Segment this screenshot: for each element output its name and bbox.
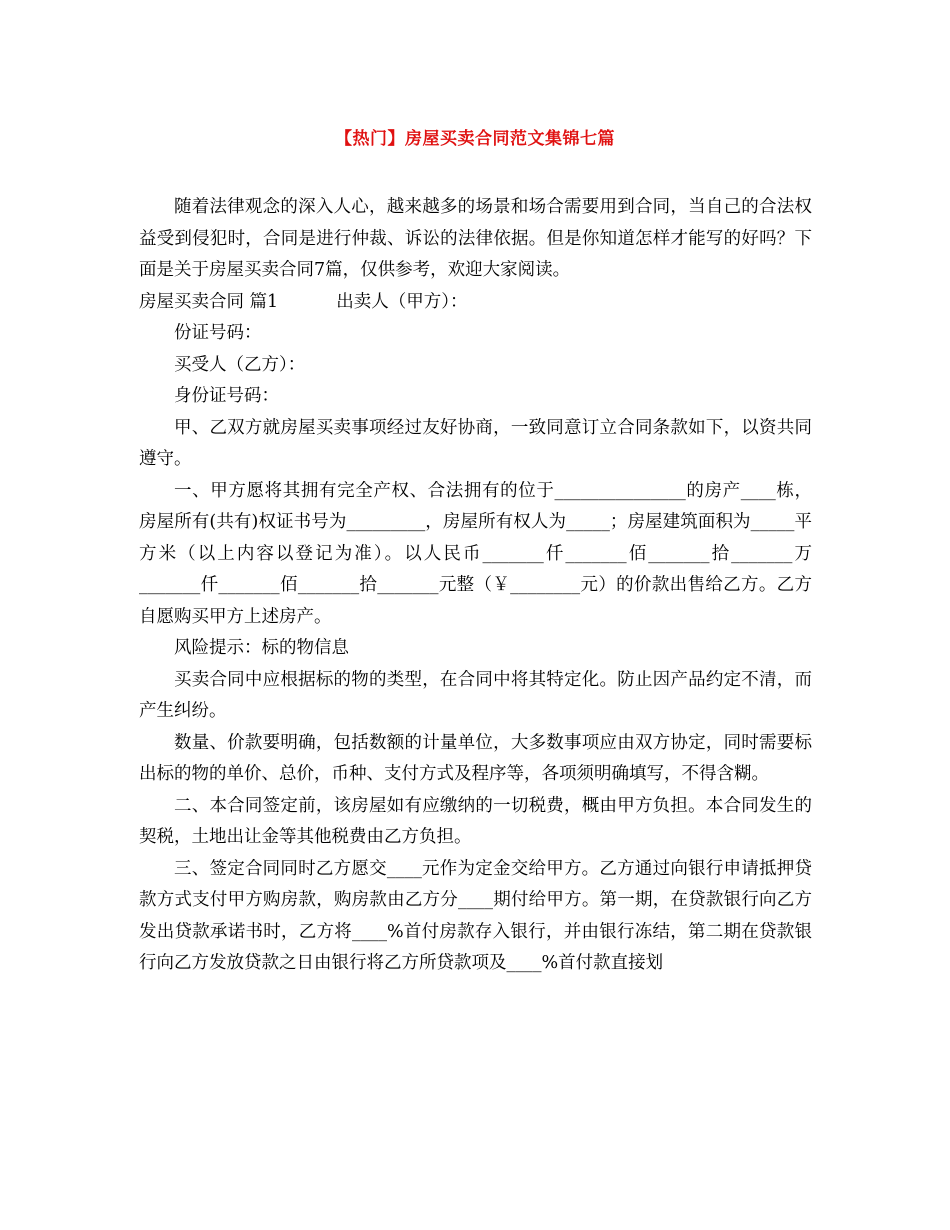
buyer-line: 买受人（乙方）： <box>174 354 306 375</box>
document-title: 【热门】房屋买卖合同范文集锦七篇 <box>335 129 615 149</box>
clause-1-paragraph: 一、甲方愿将其拥有完全产权、合法拥有的位于_______________的房产____栋，房屋所有(共有)权证书号为_________，房屋所有权人为_____；房屋建筑面积为_____平方米（以上内容以登记为准）。以人民币_______仟_______佰_______拾_______万_______仟_______佰_______拾_______元整（￥________元）的价款出售给乙方。乙方自愿购买甲方上述房产。 <box>139 480 812 627</box>
risk-notice-paragraph-2: 数量、价款要明确，包括数额的计量单位，大多数事项应由双方协定，同时需要标出标的物的单价、总价，币种、支付方式及程序等，各项须明确填写，不得含糊。 <box>139 732 812 784</box>
section-heading: 房屋买卖合同 篇1 <box>139 291 279 312</box>
buyer-id-line: 身份证号码： <box>174 386 279 406</box>
agreement-paragraph: 甲、乙双方就房屋买卖事项经过友好协商，一致同意订立合同条款如下，以资共同遵守。 <box>139 417 812 469</box>
clause-2-paragraph: 二、本合同签定前，该房屋如有应缴纳的一切税费，概由甲方负担。本合同发生的契税，土地出让金等其他税费由乙方负担。 <box>139 795 812 847</box>
clause-3-paragraph: 三、签定合同同时乙方愿交____元作为定金交给甲方。乙方通过向银行申请抵押贷款方式支付甲方购房款，购房款由乙方分____期付给甲方。第一期，在贷款银行向乙方发出贷款承诺书时，乙方将____%首付房款存入银行，并由银行冻结，第二期在贷款银行向乙方发放贷款之日由银行将乙方所贷款项及____%首付款直接划 <box>139 858 812 973</box>
risk-notice-paragraph-1: 买卖合同中应根据标的物的类型，在合同中将其特定化。防止因产品约定不清，而产生纠纷。 <box>139 669 812 721</box>
seller-label: 出卖人（甲方）： <box>336 291 468 312</box>
intro-paragraph: 随着法律观念的深入人心，越来越多的场景和场合需要用到合同，当自己的合法权益受到侵犯时，合同是进行仲裁、诉讼的法律依据。但是你知道怎样才能写的好吗？下面是关于房屋买卖合同7篇，仅供参考，欢迎大家阅读。 <box>139 197 812 280</box>
id-number-line: 份证号码： <box>174 323 262 343</box>
section-heading-line <box>139 287 812 319</box>
risk-notice-heading: 风险提示：标的物信息 <box>174 638 349 658</box>
document-body <box>139 192 812 980</box>
